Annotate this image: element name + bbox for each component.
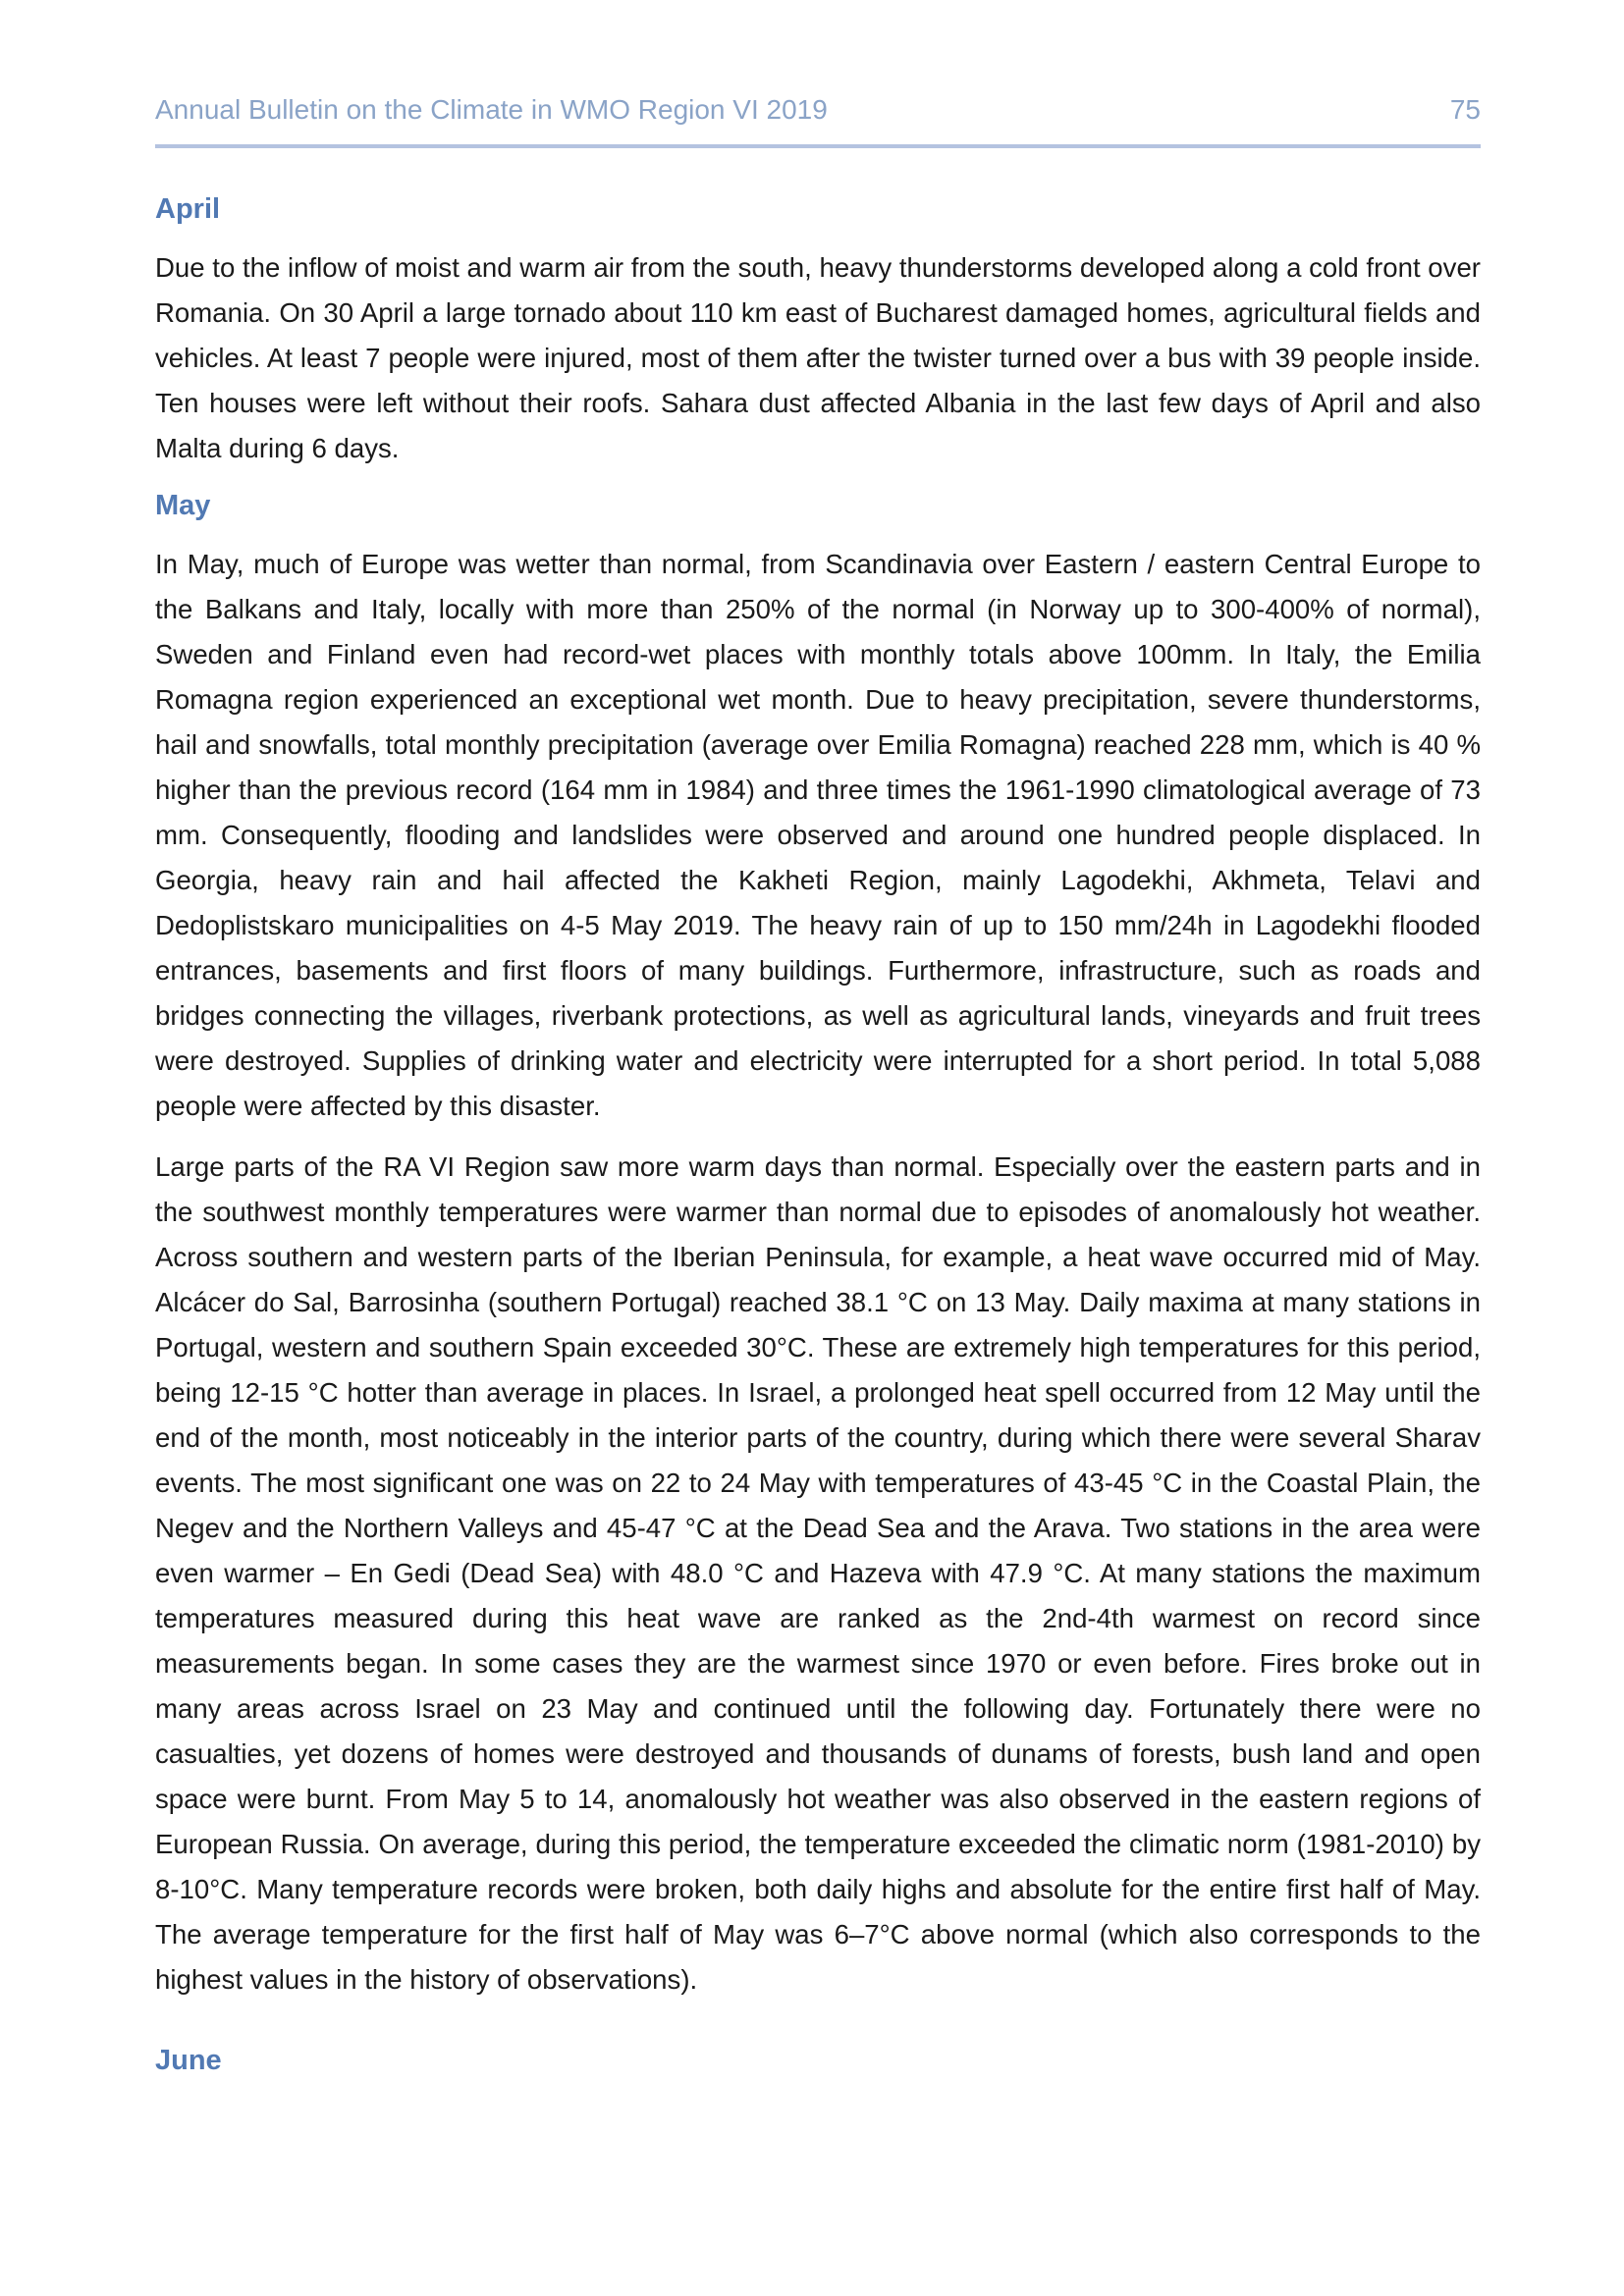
april-paragraph: Due to the inflow of moist and warm air from the south, heavy thunderstorms developed along a cold front over Romania. On 30 April a large tornado about 110 km east of Bucharest damaged homes, agricultural fields and vehicles. At least 7 people were injured, most of them after the twister turned over a bus with 39 people inside. Ten houses were left without their roofs. Sahara dust affected Albania in the last few days of April and also Malta during 6 days. — [155, 252, 1481, 463]
page-header — [155, 94, 1481, 133]
document-body — [155, 188, 1481, 2081]
section-heading-may: May — [155, 490, 211, 521]
page-number: 75 — [1449, 94, 1481, 125]
may-paragraph-precipitation: In May, much of Europe was wetter than normal, from Scandinavia over Eastern / eastern Central Europe to the Balkans and Italy, locally with more than 250% of the normal (in Norway up to 300-400% of normal), Sweden and Finland even had record-wet places with monthly totals above 100mm. In Italy, the Emilia Romagna region experienced an exceptional wet month. Due to heavy precipitation, severe thunderstorms, hail and snowfalls, total monthly precipitation (average over Emilia Romagna) reached 228 mm, which is 40 % higher than the previous record (164 mm in 1984) and three times the 1961-1990 climatological average of 73 mm. Consequently, flooding and landslides were observed and around one hundred people displaced. In Georgia, heavy rain and hail affected the Kakheti Region, mainly Lagodekhi, Akhmeta, Telavi and Dedoplistskaro municipalities on 4-5 May 2019. The heavy rain of up to 150 mm/24h in Lagodekhi flooded entrances, basements and first floors of many buildings. Furthermore, infrastructure, such as roads and bridges connecting the villages, riverbank protections, as well as agricultural lands, vineyards and fruit trees were destroyed. Supplies of drinking water and electricity were interrupted for a short period. In total 5,088 people were affected by this disaster. — [155, 549, 1481, 1121]
header-divider — [155, 144, 1481, 148]
section-heading-april: April — [155, 193, 221, 225]
may-paragraph-temperature: Large parts of the RA VI Region saw more warm days than normal. Especially over the eastern parts and in the southwest monthly temperatures were warmer than normal due to episodes of anomalously hot weather. Across southern and western parts of the Iberian Peninsula, for example, a heat wave occurred mid of May. Alcácer do Sal, Barrosinha (southern Portugal) reached 38.1 °C on 13 May. Daily maxima at many stations in Portugal, western and southern Spain exceeded 30°C. These are extremely high temperatures for this period, being 12-15 °C hotter than average in places. In Israel, a prolonged heat spell occurred from 12 May until the end of the month, most noticeably in the interior parts of the country, during which there were several Sharav events. The most significant one was on 22 to 24 May with temperatures of 43-45 °C in the Coastal Plain, the Negev and the Northern Valleys and 45-47 °C at the Dead Sea and the Arava. Two stations in the area were even warmer – En Gedi (Dead Sea) with 48.0 °C and Hazeva with 47.9 °C. At many stations the maximum temperatures measured during this heat wave are ranked as the 2nd-4th warmest on record since measurements began. In some cases they are the warmest since 1970 or even before. Fires broke out in many areas across Israel on 23 May and continued until the following day. Fortunately there were no casualties, yet dozens of homes were destroyed and thousands of dunams of forests, bush land and open space were burnt. From May 5 to 14, anomalously hot weather was also observed in the eastern regions of European Russia. On average, during this period, the temperature exceeded the climatic norm (1981-2010) by 8-10°C. Many temperature records were broken, both daily highs and absolute for the entire first half of May. The average temperature for the first half of May was 6–7°C above normal (which also corresponds to the highest values in the history of observations). — [155, 1151, 1481, 1995]
section-heading-june: June — [155, 2045, 222, 2076]
running-header-title: Annual Bulletin on the Climate in WMO Region VI 2019 — [155, 94, 828, 125]
